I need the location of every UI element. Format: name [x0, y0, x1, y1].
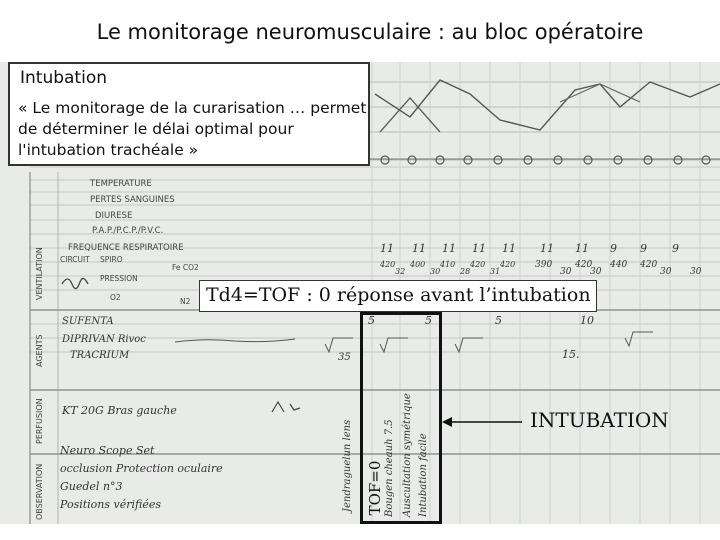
svg-text:Jendraguelun lens: Jendraguelun lens — [342, 419, 353, 512]
svg-text:420: 420 — [575, 260, 593, 270]
observation-line-4: Positions vérifiées — [60, 498, 162, 511]
svg-text:9: 9 — [610, 242, 617, 255]
svg-text:28: 28 — [460, 267, 471, 276]
intubation-callout — [8, 62, 370, 166]
svg-text:410: 410 — [440, 260, 456, 269]
td4-caption: Td4=TOF : 0 réponse avant l’intubation — [199, 280, 597, 312]
section-perfusion: PERFUSION — [35, 398, 44, 444]
svg-text:31: 31 — [490, 267, 501, 276]
svg-text:9: 9 — [640, 242, 647, 255]
form-row-spiro: SPIRO — [100, 255, 123, 264]
svg-text:30: 30 — [660, 267, 672, 277]
svg-text:11: 11 — [540, 242, 554, 255]
slide-title: Le monitorage neuromusculaire : au bloc opératoire — [96, 20, 644, 44]
svg-text:Bougen cheauh 7.5: Bougen cheauh 7.5 — [384, 419, 395, 517]
svg-text:Auscultation symétrique: Auscultation symétrique — [402, 393, 413, 517]
svg-text:11: 11 — [380, 242, 394, 255]
section-agents: AGENTS — [35, 334, 44, 367]
svg-text:9: 9 — [672, 242, 679, 255]
svg-text:15.: 15. — [562, 348, 580, 361]
svg-text:35: 35 — [338, 352, 351, 363]
tof-label — [362, 452, 388, 524]
form-row-n2: N2 — [180, 297, 191, 306]
section-ventilation: VENTILATION — [35, 247, 44, 300]
intubation-heading: Intubation — [20, 68, 108, 88]
svg-text:30: 30 — [560, 267, 572, 277]
form-row-pressure: PRESSION — [100, 274, 138, 283]
perfusion-note: KT 20G Bras gauche — [62, 404, 177, 417]
section-observation: OBSERVATION — [35, 463, 44, 520]
agent-diprivan: DIPRIVAN Rivoc — [62, 334, 146, 345]
svg-text:420: 420 — [500, 260, 516, 269]
tof-label-text: TOF=0 — [366, 460, 384, 516]
svg-text:420: 420 — [640, 260, 658, 270]
svg-text:420: 420 — [470, 260, 486, 269]
intubation-label: INTUBATION — [530, 408, 669, 432]
svg-text:10: 10 — [580, 314, 594, 327]
svg-text:420: 420 — [380, 260, 396, 269]
agent-tracrium: TRACRIUM — [70, 350, 130, 361]
form-row-diuresis: DIURESE — [95, 211, 133, 221]
observation-line-2: occlusion Protection oculaire — [60, 462, 223, 475]
form-row-temperature: TEMPERATURE — [90, 179, 152, 189]
observation-line-3: Guedel n°3 — [60, 480, 123, 493]
form-row-circuit: CIRCUIT — [60, 255, 90, 264]
svg-text:390: 390 — [535, 260, 553, 270]
form-row-o2: O2 — [110, 293, 121, 302]
agent-sufenta: SUFENTA — [62, 316, 114, 327]
intubation-quote: « Le monitorage de la curarisation … permet de déterminer le délai optimal pour l'intubation trachéale » — [18, 99, 367, 159]
form-row-pressures: P.A.P./P.C.P./P.V.C. — [92, 226, 164, 236]
svg-text:11: 11 — [575, 242, 589, 255]
svg-text:11: 11 — [502, 242, 516, 255]
svg-text:5: 5 — [368, 314, 375, 327]
svg-text:30: 30 — [430, 267, 441, 276]
observation-line-1: Neuro Scope Set — [60, 444, 155, 457]
svg-text:30: 30 — [590, 267, 602, 277]
svg-text:11: 11 — [472, 242, 486, 255]
form-row-resp-rate: FREQUENCE RESPIRATOIRE — [68, 243, 184, 253]
svg-text:5: 5 — [495, 314, 502, 327]
svg-text:32: 32 — [395, 267, 406, 276]
svg-text:Intubation facile: Intubation facile — [418, 433, 429, 517]
svg-text:30: 30 — [690, 267, 702, 277]
svg-text:440: 440 — [610, 260, 628, 270]
form-row-blood-loss: PERTES SANGUINES — [90, 195, 175, 205]
svg-text:11: 11 — [442, 242, 456, 255]
svg-text:5: 5 — [425, 314, 432, 327]
svg-text:11: 11 — [412, 242, 426, 255]
svg-text:400: 400 — [410, 260, 426, 269]
form-row-fe-co2: Fe CO2 — [172, 263, 199, 272]
